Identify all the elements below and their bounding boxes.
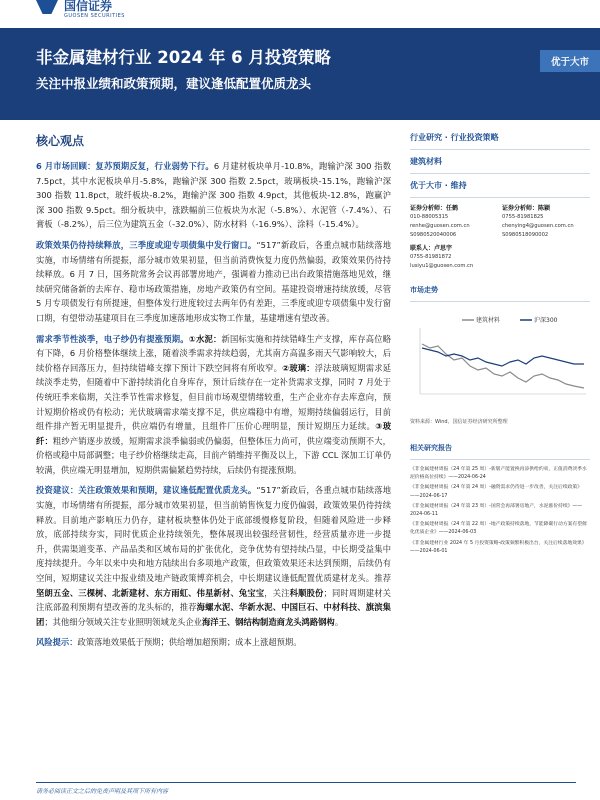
analyst-cert: S0980520040006 [410,232,457,238]
investment-lead: 投资建议：关注政策效果和预期，建议逢低配置优质龙头。 [36,485,257,496]
cement-label: ①水泥： [188,333,222,344]
market-review-paragraph [36,159,391,232]
investment-mid-1: ，关注 [264,587,290,598]
legend-index-label: 沪深300 [534,317,558,324]
related-report-link[interactable]: 《非金属建材周报（24 年第 23 周）-国常会再部署房地产，水泥涨价持续》——2024-06-11 [410,503,583,518]
investment-mid-3: ；其他细分领域关注专业照明领域龙头企业 [44,616,202,627]
contact-name: 卢思宇 [434,245,453,252]
side-info-column [410,132,590,558]
recommended-picks-3: 海螺水泥、华新水泥、中国巨石、中材科技、旗滨集团 [36,602,391,627]
investment-text: “517”新政后，各重点城市陆续落地实施，市场情绪有所提振，部分城市效果初显，但当前销售恢复力度仍偏弱，政策效果仍待持续释放。目前地产影响压力仍存，建材板块整体仍处于底部缓慢修复阶段，但随着风险进一步释放，底部持续夯实，同时优质企业持续领先，整体展现出较强经营韧性，经营质量亦进一步提升，供需渠道变革、产品品类和区域布局的扩张优化，竞争优势有望持续凸显，中长期受益集中度持续提升。今年以来中央和地方陆续出台多项地产政策，但政策效果还未达到预期，后续仍有空间，短期建议关注中报业绩及地产链政策博弈机会，中长期建议逢低配置优质建材龙头。推荐 [36,485,391,584]
related-report-link[interactable]: 《非金属建材周报（24 年第 24 周）-融资需求仍待进一步改善，关注后续政策》——2024-06-17 [410,485,583,499]
contact-card [410,244,590,271]
analyst-title: 证券分析师： [410,205,447,212]
divider [410,197,590,198]
chart-source: 资料来源：Wind、国信证券经济研究所整理 [410,419,508,425]
analyst-title: 证券分析师： [502,205,539,212]
logo-name-en: GUOSEN SECURITIES [64,13,125,19]
industry-rating: 优于大市 · 维持 [410,181,467,190]
glass-label: ②玻璃： [282,362,315,373]
glass-text: 浮法玻璃短期需求延续淡季走势，但随着中下游持续消化自身库存，预计后续存在一定补货需求支撑，同时 7 月处于传统旺季来临期，关注季节性需求修复，但目前市场观望情绪较重，生产企业亦存去库意向，预计短期价格或仍有松动；光伏玻璃需求端支撑不足，供应端稳中有增，短期持续偏弱运行，目前组件排产暂无明显提升，供应端仍有增量，且组件厂压价心理明显，预计短期压力延续。 [36,362,391,432]
analyst-email[interactable]: chenying4@guosen.com.cn [502,223,574,229]
divider [410,301,590,302]
investment-end: 。 [334,616,344,627]
related-report-link[interactable]: 《非金属建材周报（24 年第 22 周）-地产政策持续落地，节能降碳行动方案有望催化优质企业》——2024-06-03 [410,522,587,536]
fiberglass-text: 粗纱产销逐步放缓，短期需求淡季偏弱或仍偏弱，但整体压力尚可，供应端变动预期不大，价格或稳中局部调整；电子纱价格继续走高，目前产销维持平衡及以上，下游 CCL 深加工订单仍较满，供应端无明显增加，短期供需偏紧趋势持续，后续仍有提涨预期。 [36,435,391,475]
analyst-phone: 0755-81981825 [502,214,544,220]
related-reports-title: 相关研究报告 [410,444,452,452]
risk-lead: 风险提示： [36,637,78,648]
policy-paragraph [36,238,391,326]
logo-icon [36,0,58,14]
demand-lead: 需求季节性淡季，电子纱仍有提涨预期。 [36,333,189,344]
brand-logo [36,0,125,18]
contact-phone: 0755-81981872 [410,254,452,260]
analyst-name: 陈颖 [538,205,551,212]
core-views-column [36,132,391,656]
market-trend-chart [410,314,590,408]
legend-industry-label: 建筑材料 [476,317,501,324]
risk-paragraph [36,635,391,650]
rating-badge: 优于大市 [540,50,600,72]
policy-text: “517”新政后，各重点城市陆续落地实施，市场情绪有所提振，部分城市效果初显，但当前消费恢复力度仍然偏弱，政策效果仍待持续释放。6 月 7 日，国务院常务会议再部署房地产，强调着力推动已出台政策措施落地见效，继续研究储备新的去库存、稳市场政策措施，房地产政策仍有空间。基建投资增速持续放缓，尽管 5 月专项债发行有所提速，但整体发行进度较过去两年仍有差距，三季度或迎专项债集中发行窗口期，有望带动基建项目在三季度加速落地形成实物工作量，基建增速有望改善。 [36,239,391,323]
divider [410,459,590,460]
market-review-text: 6 月建材板块单月-10.8%，跑输沪深 300 指数 7.5pct，其中水泥板块单月-5.8%，跑输沪深 300 指数 2.5pct，玻璃板块-15.1%，跑输沪深 300 指数 11.8pct，玻纤板块-8.2%，跑输沪深 300 指数 4.9pct，其他板块-12.8%，跑赢沪深 300 指数 9.5pct。细分板块中，涨跌幅前三位板块为水泥（-5.8%）、水泥管（-7.4%）、石膏板（-8.2%），后三位为建筑五金（-32.0%）、防水材料（-16.9%）、涂料（-15.4%）。 [36,161,391,230]
market-review-lead: 6 月市场回顾：复苏预期反复，行业弱势下行。 [36,161,214,171]
industry-name: 建筑材料 [410,157,442,166]
related-report-link[interactable]: 《非金属建材周报（24 年第 25 周）-新版产能置换再添供给约束，正值消费淡季水泥价格高位持续》——2024-06-24 [410,467,587,481]
demand-paragraph [36,332,391,478]
divider [410,173,590,174]
related-report-link[interactable]: 《非金属建材行业 2024 年 5 月投资策略-政策频繁积极出台，关注后续落地效果》——2024-06-01 [410,540,587,554]
report-subtitle: 关注中报业绩和政策预期，建议逢低配置优质龙头 [36,76,312,91]
core-views-heading: 核心观点 [36,134,85,148]
logo-name-cn: 国信证券 [64,0,113,13]
report-title: 非金属建材行业 2024 年 6 月投资策略 [36,48,331,67]
disclaimer-note: 请务必阅读正文之后的免责声明及其项下所有内容 [36,788,169,795]
policy-lead: 政策效果仍待持续释放，三季度或迎专项债集中发行窗口。 [36,239,257,250]
contact-email[interactable]: lusiyu1@guosen.com.cn [410,263,474,269]
analyst-cert: S0980518090002 [502,232,549,238]
recommended-picks-2: 科顺股份 [289,587,324,598]
risk-text: 政策落地效果低于预期；供给增加超预期；成本上涨超预期。 [77,637,302,648]
footer-divider [36,782,576,783]
recommended-picks-4: 海洋王、钢结构制造商龙头鸿路钢构 [201,616,335,627]
market-trend-title: 市场走势 [410,286,438,294]
analyst-card [410,204,498,240]
cement-text: 新国标实施和持续错峰生产支撑，库存高位略有下降，6 月价格整体继续上涨，随着淡季需求持续趋弱，尤其南方高温多雨天气影响较大，后续价格存回落压力，但持续错峰支撑下预计下跌空间将有所收窄。 [36,333,391,373]
index-series-line [422,348,584,366]
divider [410,149,590,150]
recommended-picks-1: 坚朗五金、三棵树、北新建材、东方雨虹、伟星新材、兔宝宝 [36,587,265,598]
chart-legend [462,316,558,324]
analyst-name: 任鹤 [446,205,459,212]
analyst-list [410,204,590,240]
contact-title: 联系人： [410,245,435,252]
analyst-phone: 010-88005315 [410,214,449,220]
analyst-email[interactable]: renhe@guosen.com.cn [410,223,470,229]
report-category: 行业研究 · 行业投资策略 [410,133,499,142]
fiberglass-label: ③玻纤： [36,421,391,446]
investment-paragraph [36,483,391,629]
investment-mid-2: ；同时周期建材关注底部盈利预期有望改善的龙头标的，推荐 [36,587,391,613]
analyst-card [502,204,590,240]
